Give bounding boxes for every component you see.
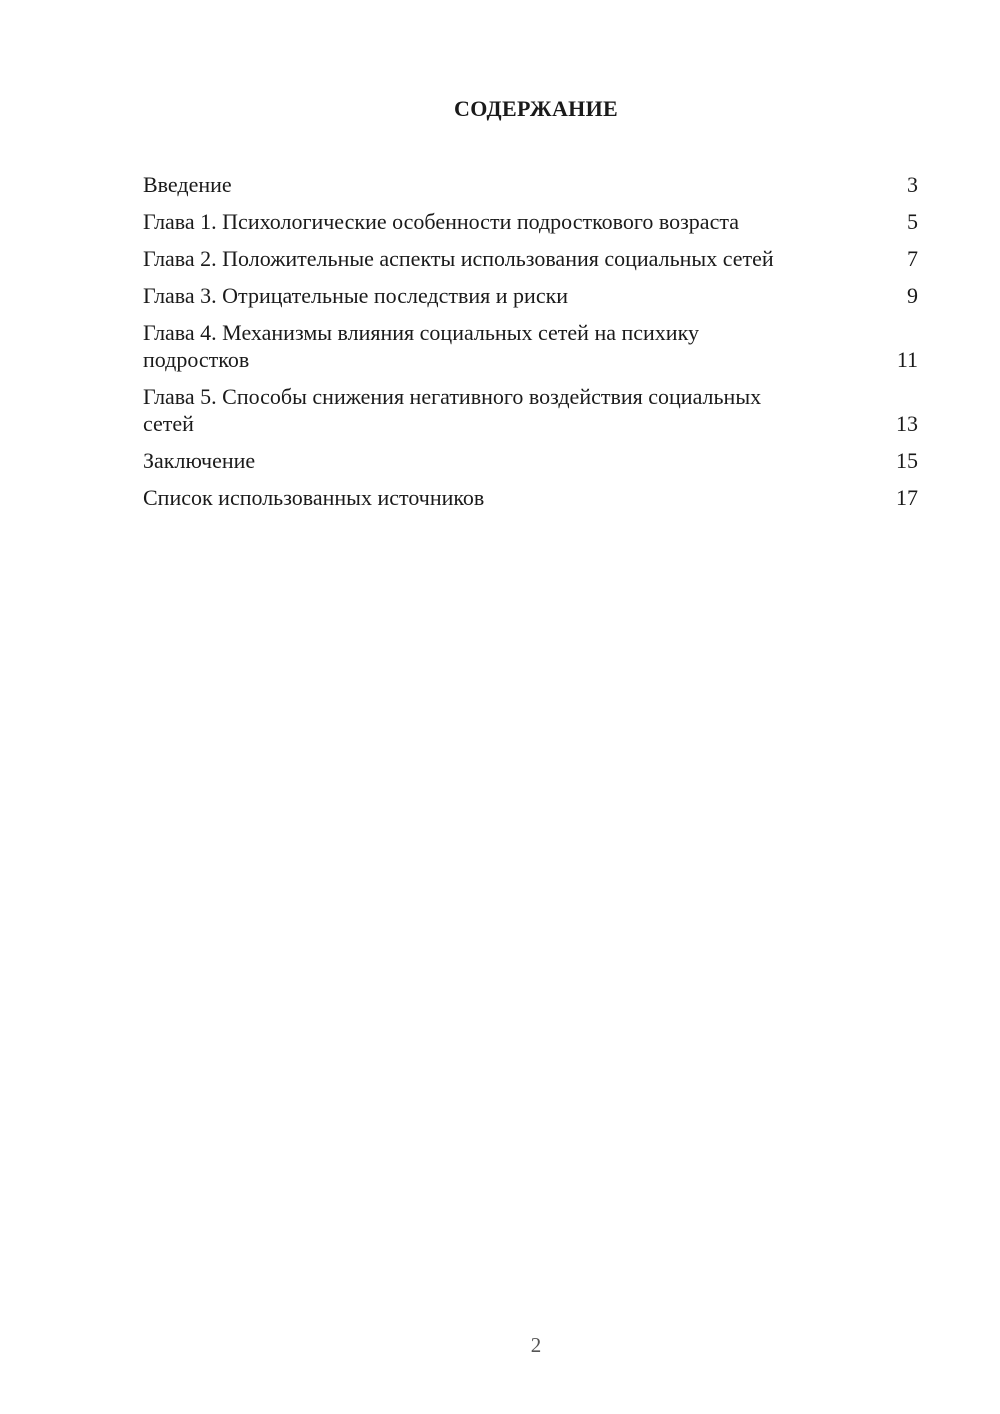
- toc-entry-text: Глава 3. Отрицательные последствия и риски: [143, 283, 569, 308]
- toc-entry-page: 9: [907, 283, 918, 308]
- toc-entry-text: Глава 5. Способы снижения негативного воздействия социальных сетей: [143, 384, 762, 436]
- toc-entry-chapter-3: [143, 282, 918, 309]
- toc-entry-references: [143, 484, 918, 511]
- toc-entry-text: Глава 1. Психологические особенности подросткового возраста: [143, 209, 739, 234]
- toc-entry-text: Глава 4. Механизмы влияния социальных сетей на психику подростков: [143, 320, 699, 372]
- toc-title: СОДЕРЖАНИЕ: [454, 96, 618, 121]
- toc-entry-chapter-5: [143, 383, 918, 437]
- toc-entry-chapter-1: [143, 208, 918, 235]
- toc-entry-page: 17: [896, 485, 918, 510]
- toc-entry-text: Список использованных источников: [143, 485, 485, 510]
- toc-entry-chapter-4: [143, 319, 918, 373]
- table-of-contents: [143, 171, 918, 521]
- toc-entry-text: Введение: [143, 172, 232, 197]
- page-number: 2: [530, 1333, 542, 1357]
- toc-entry-page: 7: [907, 246, 918, 271]
- toc-entry-page: 5: [907, 209, 918, 234]
- toc-entry-conclusion: [143, 447, 918, 474]
- toc-entry-page: 3: [907, 172, 918, 197]
- toc-entry-chapter-2: [143, 245, 918, 272]
- toc-entry-introduction: [143, 171, 918, 198]
- toc-entry-text: Заключение: [143, 448, 256, 473]
- toc-entry-page: 15: [896, 448, 918, 473]
- toc-entry-page: 11: [896, 347, 918, 372]
- toc-entry-page: 13: [896, 411, 918, 436]
- toc-entry-text: Глава 2. Положительные аспекты использования социальных сетей: [143, 246, 774, 271]
